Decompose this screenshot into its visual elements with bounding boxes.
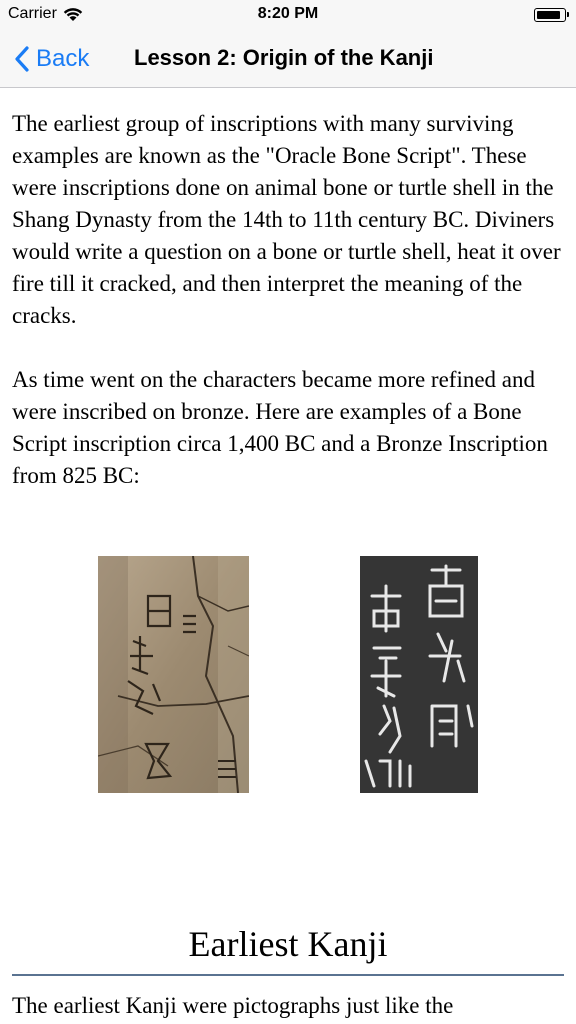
- status-time: 8:20 PM: [257, 5, 319, 22]
- back-button[interactable]: [14, 42, 89, 76]
- page-title: Lesson 2: Origin of the Kanji: [134, 45, 434, 70]
- oracle-bone-image: [98, 556, 249, 793]
- paragraph-bronze: As time went on the characters became more refined and were inscribed on bronze. Here are examples of a Bone Script inscription circa 1,400 BC and a Bronze Inscription from 825 BC:: [12, 367, 548, 488]
- inscription-images: [0, 556, 576, 793]
- bronze-inscription-image: [360, 556, 478, 793]
- paragraph-oracle-bone: The earliest group of inscriptions with many surviving examples are known as the "Oracle Bone Script". These were inscriptions done on animal bone or turtle shell in the Shang Dynasty from the 14th to 11th century BC. Diviners would write a question on a bone or turtle shell, heat it over fire till it cracked, and then interpret the meaning of the cracks.: [12, 111, 561, 328]
- battery-icon: [534, 8, 566, 22]
- carrier-label: Carrier: [8, 5, 57, 22]
- chevron-left-icon: [14, 45, 30, 73]
- section-heading: Earliest Kanji: [188, 924, 388, 964]
- status-bar: [0, 0, 576, 30]
- back-label: Back: [36, 45, 90, 72]
- battery-fill: [537, 11, 560, 19]
- section-divider: [12, 974, 564, 976]
- navigation-bar: [0, 30, 576, 88]
- paragraph-earliest-kanji: The earliest Kanji were pictographs just like the: [12, 993, 454, 1018]
- lesson-content: [12, 108, 564, 492]
